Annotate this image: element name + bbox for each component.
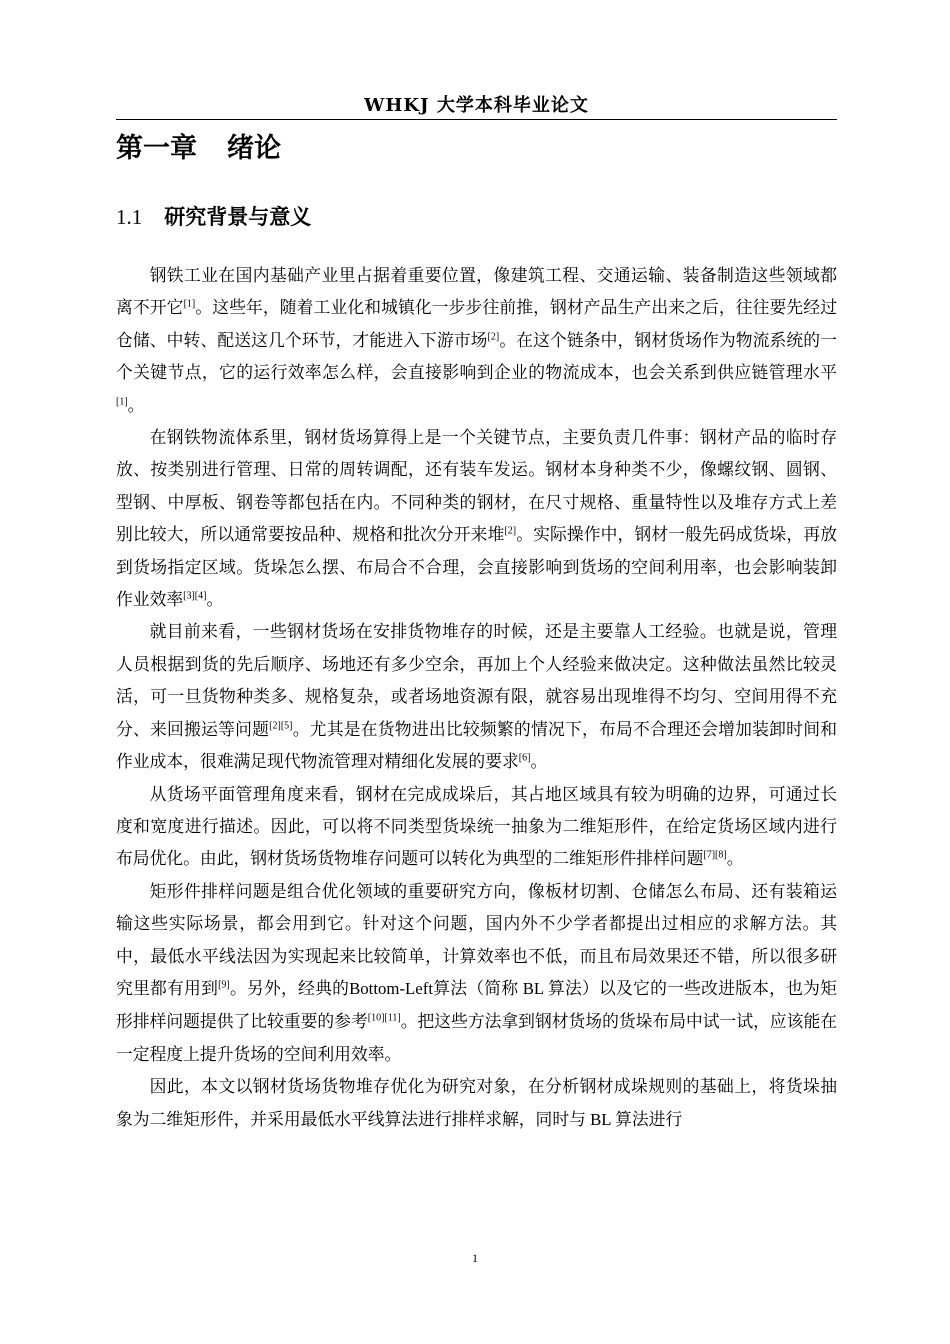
section-number: 1.1 — [116, 205, 143, 229]
latin-term: Bottom-Left — [349, 978, 433, 998]
text-run: 算法进行 — [615, 1108, 683, 1129]
text-run: 矩形件排样问题是组合优化领域的重要研究方向，像板材切割、仓储怎么布局、还有装箱运输这些实际场景，都会用到它。针对这个问题，国内外不少学者都提出过相应的求解方法。其中，最低水平线法因为实现起来比较简单，计算效率也不低，而且布局效果还不错，所以很多研究里都有用到 — [116, 880, 837, 998]
text-run: 。把这些方法拿到钢材货场的货垛布局中试一试，应该能在一定程度上提升货场的空间利用效率。 — [116, 1011, 838, 1064]
paragraph — [116, 259, 837, 421]
text-run: 。尤其是在货物进出比较频繁的情况下，布局不合理还会增加装卸时间和作业成本，很难满足现代物流管理对精细化发展的要求 — [116, 718, 837, 772]
citation-ref: [6] — [518, 752, 531, 764]
citation-ref: [2] — [487, 331, 500, 343]
chapter-number: 第一章 — [116, 133, 197, 164]
citation-ref: [7][8] — [703, 849, 727, 861]
citation-ref: [2][5] — [269, 720, 293, 732]
citation-ref: [1] — [116, 396, 128, 408]
citation-ref: [2] — [504, 525, 517, 537]
chapter-name: 绪论 — [227, 133, 281, 164]
text-run: 在钢铁物流体系里，钢材货场算得上是一个关键节点，主要负责几件事：钢材产品的临时存放、按类别进行管理、日常的周转调配，还有装车发运。钢材本身种类不少，像螺纹钢、圆钢、型钢、中厚板、钢卷等都包括在内。不同种类的钢材，在尺寸规格、重量特性以及堆存方式上差别比较大，所以通常要按品种、规格和批次分开来堆 — [116, 427, 837, 545]
text-run: 。 — [127, 394, 145, 415]
running-header: WHKJ 大学本科毕业论文 — [364, 95, 589, 116]
page-number: 1 — [472, 1251, 478, 1265]
citation-ref: [10][11] — [367, 1012, 401, 1024]
text-run: 从货场平面管理角度来看，钢材在完成成垛后，其占地区域具有较为明确的边界，可通过长度和宽度进行描述。因此，可以将不同类型货垛统一抽象为二维矩形件，在给定货场区域内进行布局优化。由此，钢材货场货物堆存问题可以转化为典型的二维矩形件排样问题 — [116, 783, 837, 869]
latin-term: BL — [585, 1109, 616, 1129]
text-run: 。 — [206, 589, 224, 610]
chapter-title — [116, 129, 281, 169]
citation-ref: [1] — [183, 298, 196, 310]
paragraph — [116, 1070, 837, 1136]
paragraph — [116, 778, 837, 875]
citation-ref: [9] — [218, 979, 230, 991]
text-run: 。在这个链条中，钢材货场作为物流系统的一个关键节点，它的运行效率怎么样，会直接影响到企业的物流成本，也会关系到供应链管理水平 — [116, 329, 837, 383]
paragraph — [116, 875, 837, 1070]
section-name: 研究背景与意义 — [164, 205, 312, 229]
text-run: 。 — [726, 848, 744, 869]
section-title — [116, 202, 311, 232]
text-run: 算法）以及它的一些改进版本，也为矩形排样问题提供了比较重要的参考 — [116, 977, 837, 1032]
text-run: 。实际操作中，钢材一般先码成货垛，再放到货场指定区域。货垛怎么摆、布局合不合理，会直接影响到货场的空间利用率，也会影响装卸作业效率 — [116, 524, 837, 610]
text-run: 钢铁工业在国内基础产业里占据着重要位置，像建筑工程、交通运输、装备制造这些领域都离不开它 — [116, 265, 837, 318]
text-run: 因此，本文以钢材货场货物堆存优化为研究对象，在分析钢材成垛规则的基础上，将货垛抽象为二维矩形件，并采用最低水平线算法进行排样求解，同时与 — [116, 1076, 837, 1129]
text-run: 。 — [530, 751, 548, 772]
text-run: 。另外，经典的 — [229, 977, 350, 998]
latin-term: BL — [518, 978, 548, 998]
text-run: 。这些年，随着工业化和城镇化一步步往前推，钢材产品生产出来之后，往往要先经过仓储、中转、配送这几个环节，才能进入下游市场 — [116, 297, 837, 350]
header-rule — [116, 119, 837, 120]
body-text — [116, 259, 837, 1136]
text-run: 算法（简称 — [432, 977, 519, 998]
citation-ref: [3][4] — [183, 590, 207, 602]
paragraph — [116, 421, 837, 615]
text-run: 就目前来看，一些钢材货场在安排货物堆存的时候，还是主要靠人工经验。也就是说，管理人员根据到货的先后顺序、场地还有多少空余，再加上个人经验来做决定。这种做法虽然比较灵活，可一旦货物种类多、规格复杂，或者场地资源有限，就容易出现堆得不均匀、空间用得不充分、来回搬运等问题 — [116, 621, 837, 739]
paragraph — [116, 615, 837, 777]
